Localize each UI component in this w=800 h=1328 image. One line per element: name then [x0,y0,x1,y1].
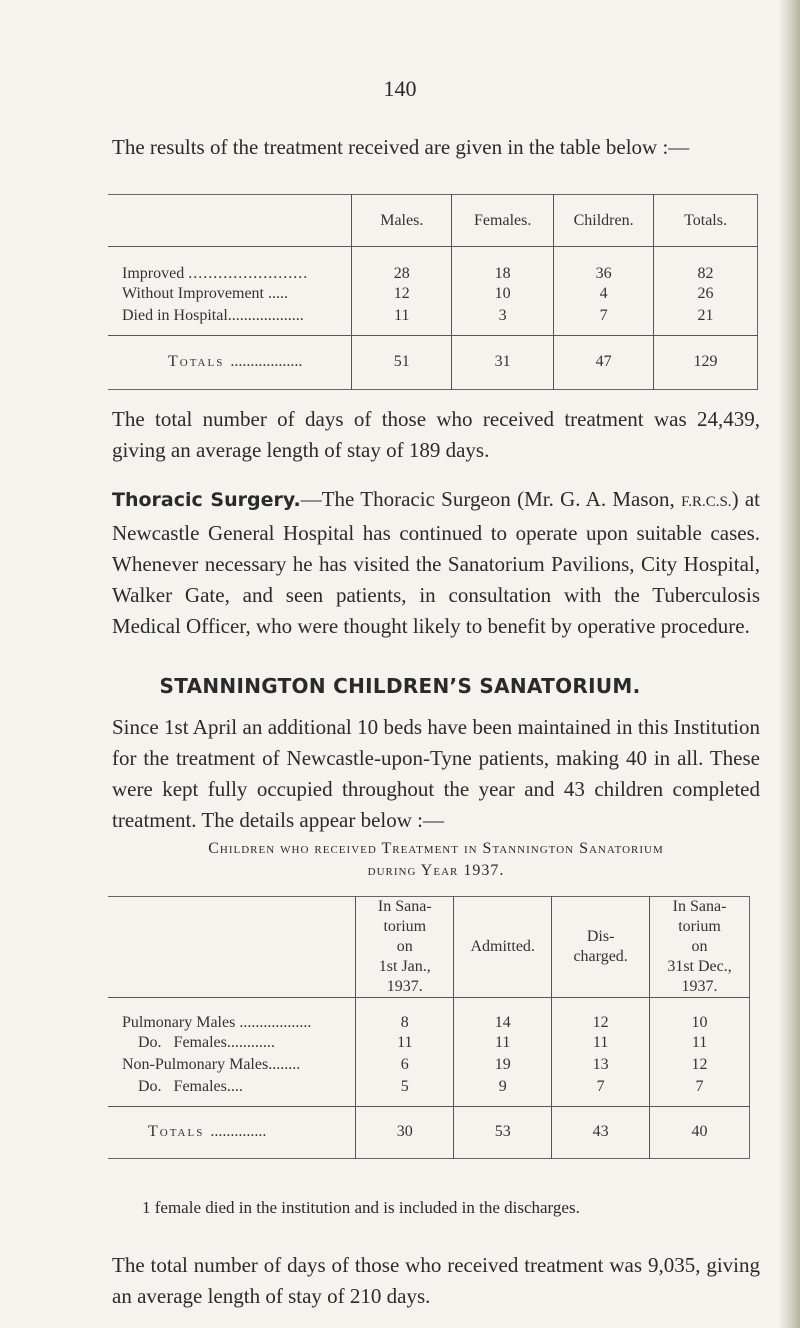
days-paragraph-1: The total number of days of those who received treatment was 24,439, giving an average length of stay of 189 days. [112,407,760,462]
table-cell: 82 [654,247,758,284]
table2-header-end: In Sana- torium on 31st Dec., 1937. [650,897,750,998]
table1-header-children: Children. [554,195,654,247]
table1-header-females: Females. [452,195,554,247]
row-label: Died in Hospital................... [122,306,304,324]
treatment-results-table [108,194,758,390]
page-edge-shadow [778,0,800,1328]
table-cell: 6 [356,1054,454,1076]
row-label: Improved ........................ [122,265,309,282]
table-cell: 8 [356,998,454,1033]
table-cell: 21 [654,305,758,335]
totals-label: Totals .............. [148,1123,267,1140]
table-row [108,283,758,305]
table-cell: 129 [654,335,758,389]
table-cell: 13 [552,1054,650,1076]
table-cell: 11 [650,1032,750,1054]
table-cell: 28 [352,247,452,284]
page-number: 140 [383,76,417,101]
table-row [108,1076,750,1106]
table-cell: 47 [554,335,654,389]
table2-header-start: In Sana- torium on 1st Jan., 1937. [356,897,454,998]
table1-header-blank [108,195,352,247]
days-paragraph-2: The total number of days of those who received treatment was 9,035, giving an average length of stay of 210 days. [112,1253,760,1308]
table-cell: 53 [454,1106,552,1158]
table-row [108,247,758,284]
table2-header-blank [108,897,356,998]
totals-row [108,1106,750,1158]
row-label: Pulmonary Males .................. [122,1014,312,1031]
totals-row [108,335,758,389]
table-cell: 11 [352,305,452,335]
table-row [108,998,750,1033]
table-row [108,1032,750,1054]
table-cell: 10 [650,998,750,1033]
table-cell: 7 [552,1076,650,1106]
table-cell: 11 [454,1032,552,1054]
table-cell: 51 [352,335,452,389]
thoracic-surgery-lead: Thoracic Surgery. [112,489,301,511]
intro-paragraph: The results of the treatment received are given in the table below :— [112,135,690,159]
totals-label: Totals .................. [168,353,303,370]
table-cell: 12 [552,998,650,1033]
table-cell: 9 [454,1076,552,1106]
row-label: Do. Females............ [138,1034,275,1051]
paragraph-text: —The Thoracic Surgeon (Mr. G. A. Mason, [300,487,682,511]
table1-header-totals: Totals. [654,195,758,247]
stannington-children-table [108,896,750,1159]
table-cell: 19 [454,1054,552,1076]
table-cell: 7 [554,305,654,335]
table-cell: 14 [454,998,552,1033]
footnote: 1 female died in the institution and is included in the discharges. [142,1198,580,1217]
table-row [108,305,758,335]
table-cell: 18 [452,247,554,284]
table-cell: 12 [352,283,452,305]
caption-line-2: during Year 1937. [367,862,505,879]
stannington-paragraph: Since 1st April an additional 10 beds have been maintained in this Institution for the treatment of Newcastle-upon-Tyne patients, making 40 in all. These were kept fully occupied throughout the year and 43 children completed treatment. The details appear below :— [112,715,760,832]
table-cell: 4 [554,283,654,305]
table1-header-males: Males. [352,195,452,247]
table-cell: 12 [650,1054,750,1076]
table2-caption [112,838,760,882]
table-cell: 40 [650,1106,750,1158]
table-cell: 36 [554,247,654,284]
table-row [108,1054,750,1076]
frcs-text: F.R.C.S. [681,494,732,510]
table-cell: 10 [452,283,554,305]
table-cell: 43 [552,1106,650,1158]
table-cell: 11 [552,1032,650,1054]
table2-header-admitted: Admitted. [454,897,552,998]
table-cell: 26 [654,283,758,305]
table2-header-discharged: Dis- charged. [552,897,650,998]
row-label: Do. Females.... [138,1077,243,1095]
paragraph-text: ) at Newcastle General Hospital has continued to operate upon suitable cases. Whenever necessary he has visited the Sanatorium Pavilions, City Hospital, Walker Gate, and seen patients, in consultation with the Tuberculosis Medical Officer, who were thought likely to benefit by operative procedure. [112,487,760,638]
section-heading: STANNINGTON CHILDREN’S SANATORIUM. [159,674,641,698]
table-cell: 7 [650,1076,750,1106]
thoracic-surgery-paragraph [112,484,760,642]
row-label: Non-Pulmonary Males........ [122,1056,301,1073]
caption-line-1: Children who received Treatment in Stannington Sanatorium [208,840,664,857]
table-cell: 5 [356,1076,454,1106]
table-cell: 11 [356,1032,454,1054]
table-cell: 3 [452,305,554,335]
table-cell: 30 [356,1106,454,1158]
row-label: Without Improvement ..... [122,285,288,302]
table-cell: 31 [452,335,554,389]
